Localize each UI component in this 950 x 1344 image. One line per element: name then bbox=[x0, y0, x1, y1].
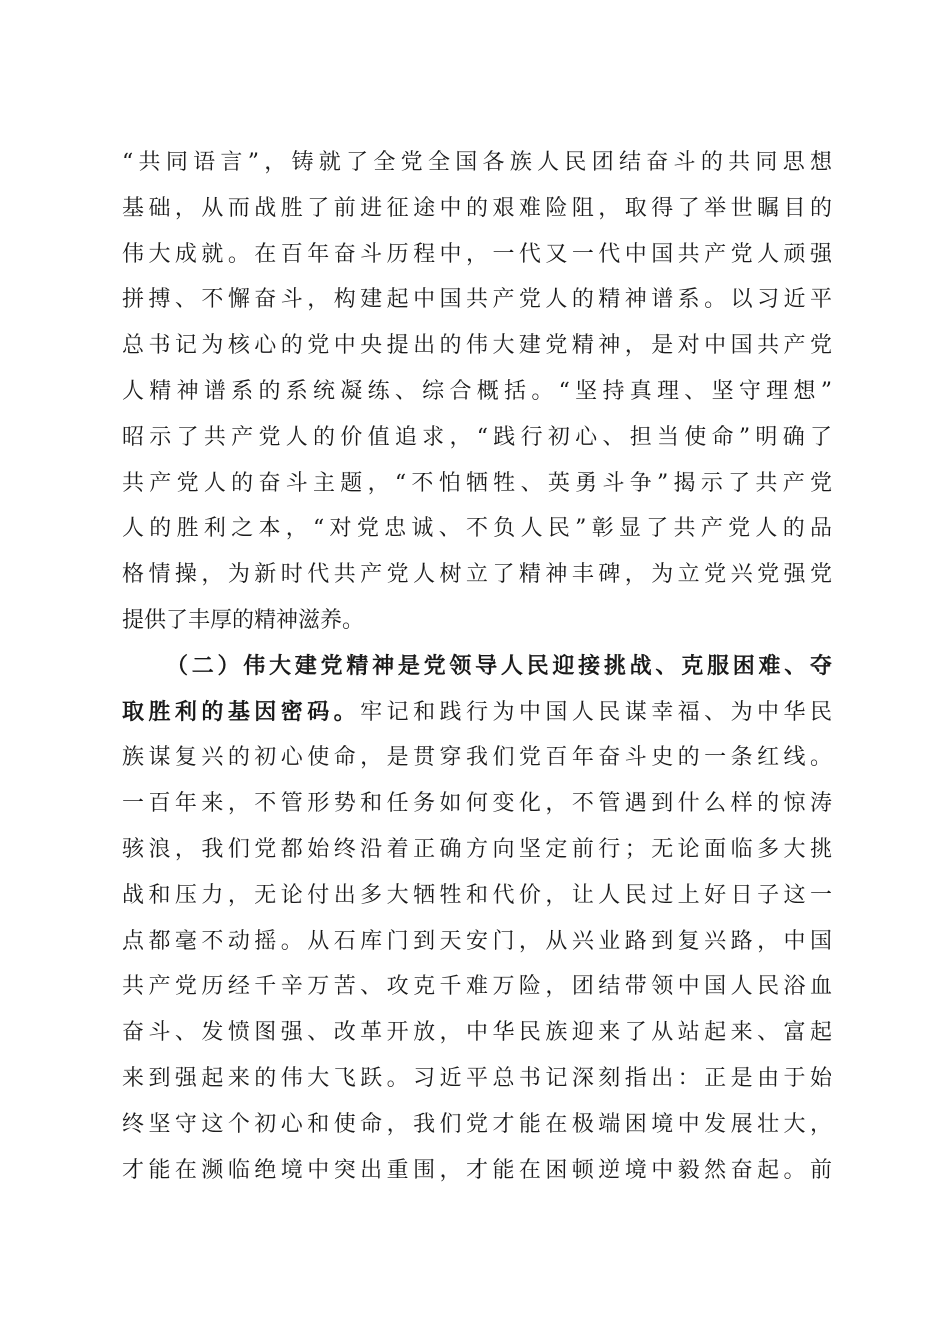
paragraph-1 bbox=[122, 140, 832, 644]
text-line: 族谋复兴的初心使命，是贯穿我们党百年奋斗史的一条红线。 bbox=[122, 745, 832, 771]
text-line: 战和压力，无论付出多大牺牲和代价，让人民过上好日子这一 bbox=[122, 882, 832, 908]
text-line: 基础，从而战胜了前进征途中的艰难险阻，取得了举世瞩目的 bbox=[122, 195, 832, 221]
text-line bbox=[122, 690, 832, 736]
text-line: 格情操，为新时代共产党人树立了精神丰碑，为立党兴党强党 bbox=[122, 562, 832, 588]
text-line: 共产党人的奋斗主题，“不怕牺牲、英勇斗争”揭示了共产党 bbox=[122, 470, 832, 496]
section-heading-end: 取胜利的基因密码。 bbox=[122, 698, 361, 725]
text-line: “共同语言”，铸就了全党全国各族人民团结奋斗的共同思想 bbox=[122, 150, 832, 175]
text-line: 总书记为核心的党中央提出的伟大建党精神，是对中国共产党 bbox=[122, 333, 832, 359]
paragraph-2 bbox=[122, 644, 832, 1194]
body-text bbox=[122, 140, 832, 1193]
section-heading: （二）伟大建党精神是党领导人民迎接挑战、克服困难、夺 bbox=[166, 652, 832, 679]
text-line: 骇浪，我们党都始终沿着正确方向坚定前行；无论面临多大挑 bbox=[122, 836, 832, 862]
text-line-rest: 牢记和践行为中国人民谋幸福、为中华民 bbox=[360, 699, 832, 725]
text-line: 点都毫不动摇。从石库门到天安门，从兴业路到复兴路，中国 bbox=[122, 928, 832, 954]
text-line: 提供了丰厚的精神滋养。 bbox=[122, 607, 365, 633]
text-line: 来到强起来的伟大飞跃。习近平总书记深刻指出：正是由于始 bbox=[122, 1065, 832, 1091]
text-line: 终坚守这个初心和使命，我们党才能在极端困境中发展壮大， bbox=[122, 1111, 832, 1137]
text-line: 拼搏、不懈奋斗，构建起中国共产党人的精神谱系。以习近平 bbox=[122, 287, 832, 313]
text-line: 人的胜利之本，“对党忠诚、不负人民”彰显了共产党人的品 bbox=[122, 516, 832, 542]
text-line: 一百年来，不管形势和任务如何变化，不管遇到什么样的惊涛 bbox=[122, 791, 832, 817]
text-line: 共产党历经千辛万苦、攻克千难万险，团结带领中国人民浴血 bbox=[122, 974, 832, 1000]
text-line: 奋斗、发愤图强、改革开放，中华民族迎来了从站起来、富起 bbox=[122, 1020, 832, 1046]
text-line: 昭示了共产党人的价值追求，“践行初心、担当使命”明确了 bbox=[122, 424, 832, 450]
text-line: 人精神谱系的系统凝练、综合概括。“坚持真理、坚守理想” bbox=[122, 378, 832, 404]
text-line: 伟大成就。在百年奋斗历程中，一代又一代中国共产党人顽强 bbox=[122, 241, 832, 267]
text-line: 才能在濒临绝境中突出重围，才能在困顿逆境中毅然奋起。前 bbox=[122, 1157, 832, 1183]
